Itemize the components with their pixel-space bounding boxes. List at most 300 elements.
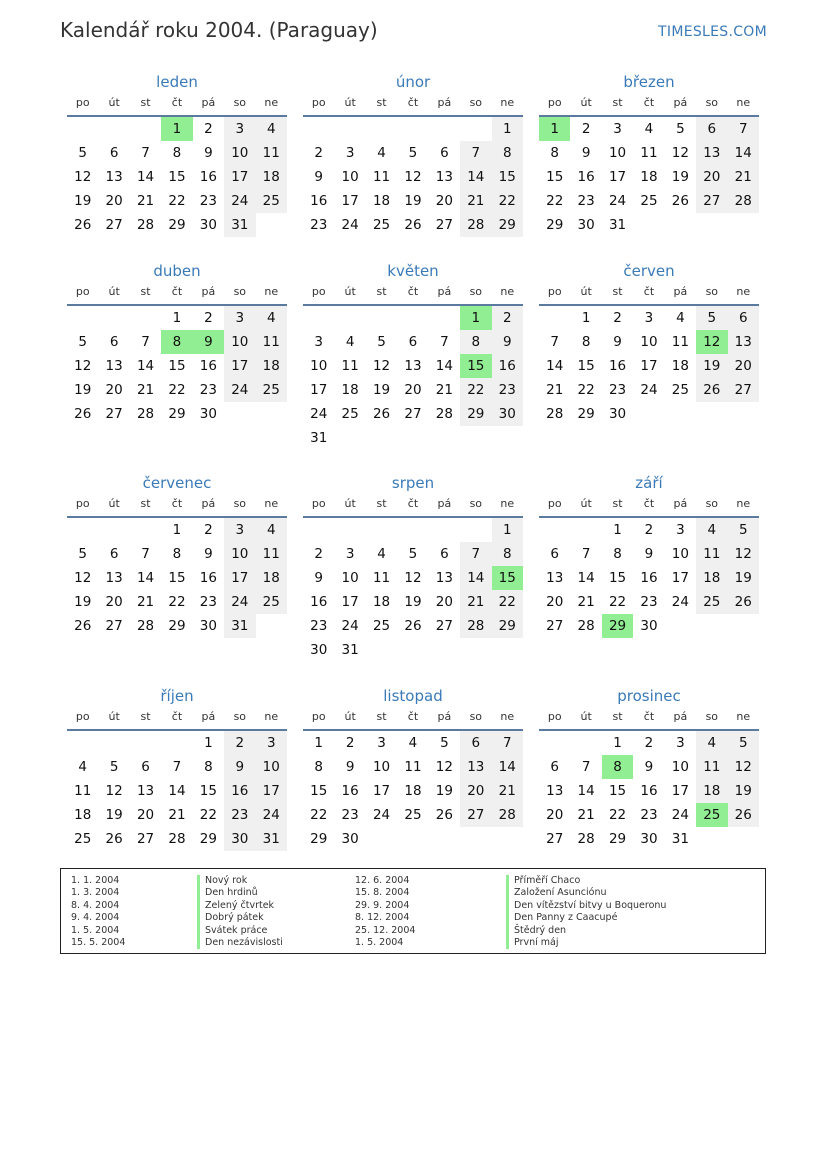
weekday-label: út — [580, 285, 592, 298]
day-cell: 13 — [435, 570, 453, 586]
weekday-header — [303, 707, 523, 731]
day-cell: 21 — [492, 779, 523, 803]
day-cell: 23 — [492, 378, 523, 402]
day-cell: 11 — [696, 755, 727, 779]
day-cell: 19 — [74, 594, 92, 610]
day-cell: 29 — [168, 217, 186, 233]
day-cell: 26 — [404, 618, 422, 634]
day-cell: 13 — [105, 358, 123, 374]
day-cell: 17 — [640, 358, 658, 374]
day-cell: 26 — [74, 406, 92, 422]
day-cell: 16 — [608, 358, 627, 374]
day-cell: 30 — [341, 831, 359, 847]
day-cell: 15 — [608, 570, 627, 586]
weekday-label: po — [547, 710, 562, 723]
holiday-day-cell: 8 — [161, 330, 192, 354]
day-cell: 19 — [728, 566, 759, 590]
day-cell: 10 — [640, 334, 658, 350]
empty-cell — [98, 306, 129, 330]
day-cell: 6 — [728, 306, 759, 330]
weekday-label: so — [469, 710, 483, 723]
month-name: září — [635, 474, 663, 492]
day-cell: 23 — [199, 382, 217, 398]
day-cell: 19 — [728, 779, 759, 803]
weekday-label: pá — [673, 285, 688, 298]
day-cell: 4 — [256, 117, 287, 141]
day-cell: 12 — [671, 145, 689, 161]
weekday-label: čt — [643, 285, 655, 298]
day-cell: 16 — [199, 570, 217, 586]
holiday-day-cell: 9 — [193, 330, 224, 354]
weekday-label: so — [233, 710, 247, 723]
day-cell: 5 — [78, 334, 87, 350]
day-cell: 8 — [581, 334, 591, 350]
month-name: duben — [153, 262, 201, 280]
day-cell: 20 — [696, 165, 727, 189]
weekday-label: st — [140, 497, 151, 510]
day-cell: 17 — [341, 193, 359, 209]
day-cell: 17 — [224, 354, 255, 378]
day-cell: 10 — [224, 542, 255, 566]
weekday-label: so — [705, 497, 719, 510]
month-name: srpen — [391, 474, 435, 492]
day-grid — [303, 117, 523, 237]
day-cell: 23 — [640, 807, 658, 823]
day-cell: 15 — [492, 165, 523, 189]
day-cell: 23 — [341, 807, 359, 823]
day-cell: 1 — [492, 117, 523, 141]
weekday-label: pá — [201, 285, 216, 298]
weekday-header — [539, 707, 759, 731]
day-cell: 15 — [168, 169, 186, 185]
day-cell: 30 — [640, 831, 658, 847]
legend-date: 1. 5. 2004 — [71, 924, 120, 936]
day-cell: 14 — [136, 169, 155, 185]
day-cell: 16 — [310, 193, 328, 209]
day-cell: 4 — [377, 546, 386, 562]
day-cell: 15 — [168, 358, 186, 374]
day-cell: 26 — [105, 831, 123, 847]
legend-date: 1. 3. 2004 — [71, 887, 120, 899]
empty-cell — [570, 518, 601, 542]
weekday-label: ne — [264, 285, 279, 298]
day-grid — [67, 306, 287, 426]
empty-cell — [539, 518, 570, 542]
weekday-label: so — [469, 285, 483, 298]
day-cell: 20 — [105, 193, 123, 209]
day-cell: 18 — [256, 165, 287, 189]
weekday-label: so — [705, 285, 719, 298]
legend-date: 12. 6. 2004 — [355, 875, 410, 886]
day-cell: 7 — [581, 759, 591, 775]
empty-cell — [570, 731, 601, 755]
day-cell: 19 — [74, 382, 92, 398]
holiday-day-cell: 1 — [460, 306, 491, 330]
day-cell: 18 — [372, 594, 391, 610]
day-cell: 25 — [256, 590, 287, 614]
day-cell: 25 — [671, 382, 689, 398]
day-cell: 6 — [109, 546, 119, 562]
weekday-label: po — [75, 285, 90, 298]
weekday-label: pá — [201, 497, 216, 510]
weekday-label: ne — [736, 96, 751, 109]
holiday-day-cell: 1 — [161, 117, 192, 141]
day-cell: 11 — [256, 141, 287, 165]
day-cell: 22 — [168, 193, 186, 209]
empty-cell — [334, 117, 365, 141]
weekday-label: st — [140, 710, 151, 723]
day-cell: 22 — [492, 590, 523, 614]
day-cell: 18 — [696, 779, 727, 803]
day-cell: 6 — [109, 145, 119, 161]
day-cell: 8 — [492, 141, 523, 165]
day-cell: 13 — [728, 330, 759, 354]
day-cell: 28 — [577, 618, 595, 634]
day-cell: 24 — [341, 618, 359, 634]
day-cell: 19 — [404, 594, 422, 610]
weekday-label: so — [233, 96, 247, 109]
day-cell: 20 — [435, 193, 453, 209]
empty-cell — [161, 731, 192, 755]
day-cell: 18 — [341, 382, 359, 398]
day-cell: 18 — [671, 358, 689, 374]
day-cell: 29 — [168, 618, 186, 634]
day-cell: 5 — [408, 546, 418, 562]
day-cell: 16 — [577, 169, 595, 185]
day-cell: 8 — [172, 145, 182, 161]
day-cell: 21 — [577, 594, 595, 610]
day-cell: 3 — [224, 518, 255, 542]
day-cell: 28 — [460, 614, 491, 638]
weekday-label: st — [376, 497, 387, 510]
day-cell: 1 — [613, 735, 622, 751]
day-grid — [67, 117, 287, 237]
day-cell: 27 — [105, 618, 123, 634]
day-cell: 27 — [546, 831, 564, 847]
month-2 — [303, 71, 523, 237]
day-cell: 15 — [168, 570, 186, 586]
weekday-label: pá — [437, 96, 452, 109]
day-cell: 28 — [546, 406, 564, 422]
legend-dates-col-1 — [71, 875, 125, 949]
day-cell: 2 — [204, 121, 213, 137]
legend-date: 9. 4. 2004 — [71, 912, 120, 924]
weekday-label: čt — [171, 497, 183, 510]
weekday-label: po — [311, 710, 326, 723]
empty-cell — [460, 117, 491, 141]
day-cell: 16 — [341, 783, 359, 799]
day-cell: 25 — [696, 590, 727, 614]
day-cell: 24 — [224, 189, 255, 213]
day-cell: 22 — [492, 189, 523, 213]
legend-holiday-name: Den hrdinů — [197, 887, 283, 899]
day-cell: 1 — [314, 735, 323, 751]
day-cell: 12 — [435, 759, 453, 775]
day-cell: 8 — [492, 542, 523, 566]
day-cell: 13 — [136, 783, 155, 799]
day-cell: 12 — [728, 755, 759, 779]
month-10 — [67, 685, 287, 851]
legend-date: 8. 4. 2004 — [71, 899, 120, 911]
day-cell: 3 — [224, 306, 255, 330]
day-cell: 20 — [404, 382, 422, 398]
day-cell: 7 — [550, 334, 559, 350]
weekday-label: st — [612, 497, 623, 510]
day-cell: 10 — [671, 759, 689, 775]
day-cell: 24 — [671, 807, 689, 823]
day-cell: 17 — [224, 566, 255, 590]
day-cell: 11 — [256, 542, 287, 566]
weekday-label: st — [376, 285, 387, 298]
day-cell: 31 — [310, 430, 328, 446]
day-cell: 17 — [372, 783, 391, 799]
weekday-label: pá — [437, 497, 452, 510]
empty-cell — [429, 306, 460, 330]
empty-cell — [67, 518, 98, 542]
day-cell: 27 — [460, 803, 491, 827]
day-cell: 7 — [141, 145, 150, 161]
day-cell: 16 — [224, 779, 255, 803]
day-cell: 16 — [199, 169, 217, 185]
day-cell: 20 — [105, 594, 123, 610]
weekday-label: po — [75, 96, 90, 109]
holiday-day-cell: 8 — [602, 755, 633, 779]
legend-holiday-name: První máj — [506, 937, 666, 949]
day-cell: 23 — [199, 193, 217, 209]
day-cell: 2 — [314, 546, 323, 562]
empty-cell — [366, 117, 397, 141]
day-cell: 10 — [372, 759, 391, 775]
weekday-label: st — [140, 285, 151, 298]
day-cell: 27 — [435, 618, 453, 634]
day-cell: 2 — [224, 731, 255, 755]
day-cell: 28 — [728, 189, 759, 213]
day-cell: 17 — [224, 165, 255, 189]
legend-date: 15. 5. 2004 — [71, 936, 126, 948]
day-cell: 2 — [492, 306, 523, 330]
weekday-label: po — [75, 497, 90, 510]
day-cell: 24 — [341, 217, 359, 233]
weekday-label: pá — [673, 497, 688, 510]
weekday-label: po — [311, 96, 326, 109]
weekday-label: pá — [437, 710, 452, 723]
day-cell: 8 — [314, 759, 323, 775]
day-cell: 16 — [492, 354, 523, 378]
empty-cell — [539, 306, 570, 330]
month-name: prosinec — [617, 687, 681, 705]
day-cell: 5 — [728, 731, 759, 755]
day-cell: 28 — [577, 831, 595, 847]
day-cell: 5 — [377, 334, 386, 350]
weekday-label: so — [469, 497, 483, 510]
day-cell: 25 — [256, 378, 287, 402]
legend-date: 1. 5. 2004 — [355, 936, 404, 948]
day-cell: 31 — [341, 642, 359, 658]
day-cell: 17 — [608, 169, 627, 185]
day-cell: 4 — [408, 735, 418, 751]
day-cell: 30 — [224, 827, 255, 851]
day-cell: 6 — [141, 759, 150, 775]
day-cell: 18 — [640, 169, 658, 185]
day-cell: 8 — [204, 759, 213, 775]
month-11 — [303, 685, 523, 851]
day-cell: 6 — [440, 546, 449, 562]
month-5 — [303, 260, 523, 450]
legend-holiday-name: Založení Asunciónu — [506, 887, 666, 899]
day-cell: 5 — [78, 546, 87, 562]
day-cell: 29 — [608, 831, 627, 847]
day-cell: 19 — [404, 193, 422, 209]
legend-holiday-name: Štědrý den — [506, 925, 666, 937]
day-cell: 31 — [224, 213, 255, 237]
day-cell: 31 — [256, 827, 287, 851]
day-cell: 21 — [577, 807, 595, 823]
day-cell: 18 — [372, 193, 391, 209]
day-cell: 12 — [404, 169, 422, 185]
day-cell: 5 — [696, 306, 727, 330]
day-cell: 7 — [581, 546, 591, 562]
day-cell: 14 — [460, 566, 491, 590]
weekday-label: čt — [643, 96, 655, 109]
legend-holiday-name: Zelený čtvrtek — [197, 900, 283, 912]
legend-holiday-name: Dobrý pátek — [197, 912, 283, 924]
brand-link[interactable]: TIMESLES.COM — [658, 24, 767, 40]
day-cell: 18 — [74, 807, 92, 823]
day-cell: 24 — [671, 594, 689, 610]
empty-cell — [397, 117, 428, 141]
day-cell: 22 — [168, 594, 186, 610]
day-cell: 1 — [492, 518, 523, 542]
weekday-header — [303, 93, 523, 117]
day-cell: 17 — [341, 594, 359, 610]
day-cell: 25 — [640, 193, 658, 209]
day-cell: 6 — [696, 117, 727, 141]
empty-cell — [130, 731, 161, 755]
month-12 — [539, 685, 759, 851]
weekday-label: út — [344, 96, 356, 109]
weekday-label: st — [376, 96, 387, 109]
legend-holiday-name: Svátek práce — [197, 925, 283, 937]
day-cell: 21 — [460, 590, 491, 614]
day-cell: 29 — [310, 831, 328, 847]
legend-holiday-name: Den nezávislosti — [197, 937, 283, 949]
weekday-label: ne — [500, 285, 515, 298]
day-cell: 3 — [377, 735, 386, 751]
day-cell: 11 — [640, 145, 658, 161]
legend-holiday-name: Nový rok — [197, 875, 283, 887]
weekday-label: so — [233, 497, 247, 510]
day-cell: 23 — [310, 217, 328, 233]
holiday-day-cell: 15 — [460, 354, 491, 378]
day-cell: 25 — [74, 831, 92, 847]
day-cell: 24 — [224, 378, 255, 402]
day-cell: 31 — [671, 831, 689, 847]
day-cell: 3 — [644, 310, 654, 326]
day-cell: 29 — [546, 217, 564, 233]
day-grid — [539, 117, 759, 237]
day-cell: 30 — [310, 642, 328, 658]
day-cell: 4 — [644, 121, 654, 137]
day-cell: 7 — [141, 334, 150, 350]
day-cell: 4 — [377, 145, 386, 161]
weekday-label: čt — [643, 497, 655, 510]
day-grid — [67, 731, 287, 851]
day-cell: 27 — [546, 618, 564, 634]
day-cell: 9 — [314, 169, 323, 185]
month-8 — [303, 472, 523, 662]
day-cell: 18 — [256, 566, 287, 590]
day-cell: 30 — [492, 402, 523, 426]
day-cell: 4 — [696, 731, 727, 755]
weekday-label: st — [140, 96, 151, 109]
empty-cell — [366, 518, 397, 542]
day-cell: 11 — [256, 330, 287, 354]
legend-date: 8. 12. 2004 — [355, 912, 410, 924]
day-cell: 20 — [728, 354, 759, 378]
month-6 — [539, 260, 759, 426]
day-cell: 9 — [224, 755, 255, 779]
day-cell: 11 — [671, 334, 689, 350]
weekday-label: čt — [407, 96, 419, 109]
day-cell: 6 — [408, 334, 418, 350]
legend-holiday-name: Den vítězství bitvy u Boqueronu — [506, 900, 666, 912]
day-cell: 13 — [105, 570, 123, 586]
day-cell: 14 — [136, 358, 155, 374]
day-cell: 4 — [256, 306, 287, 330]
weekday-label: so — [705, 710, 719, 723]
day-cell: 3 — [345, 145, 355, 161]
day-cell: 16 — [640, 570, 658, 586]
day-cell: 14 — [136, 570, 155, 586]
legend-names-col-2 — [506, 875, 666, 949]
empty-cell — [98, 731, 129, 755]
day-cell: 25 — [341, 406, 359, 422]
day-cell: 3 — [676, 522, 685, 538]
day-cell: 19 — [696, 354, 727, 378]
legend-dates-col-2 — [355, 875, 415, 949]
day-grid — [539, 306, 759, 426]
day-cell: 23 — [608, 382, 627, 398]
day-cell: 15 — [546, 169, 564, 185]
day-cell: 31 — [608, 217, 627, 233]
day-cell: 18 — [696, 566, 727, 590]
legend-holiday-name: Příměří Chaco — [506, 875, 666, 887]
day-cell: 11 — [372, 570, 391, 586]
day-cell: 22 — [577, 382, 595, 398]
weekday-label: po — [311, 497, 326, 510]
weekday-header — [539, 282, 759, 306]
day-cell: 11 — [341, 358, 359, 374]
day-cell: 7 — [141, 546, 150, 562]
day-cell: 25 — [372, 217, 391, 233]
weekday-label: út — [108, 710, 120, 723]
day-cell: 22 — [608, 807, 627, 823]
day-cell: 2 — [345, 735, 355, 751]
empty-cell — [397, 518, 428, 542]
weekday-label: čt — [171, 96, 183, 109]
day-cell: 18 — [256, 354, 287, 378]
weekday-label: po — [547, 497, 562, 510]
day-cell: 21 — [728, 165, 759, 189]
day-cell: 15 — [577, 358, 595, 374]
empty-cell — [460, 518, 491, 542]
weekday-label: po — [75, 710, 90, 723]
weekday-label: so — [705, 96, 719, 109]
day-cell: 10 — [224, 141, 255, 165]
day-cell: 30 — [199, 406, 217, 422]
empty-cell — [130, 117, 161, 141]
day-cell: 24 — [310, 406, 328, 422]
